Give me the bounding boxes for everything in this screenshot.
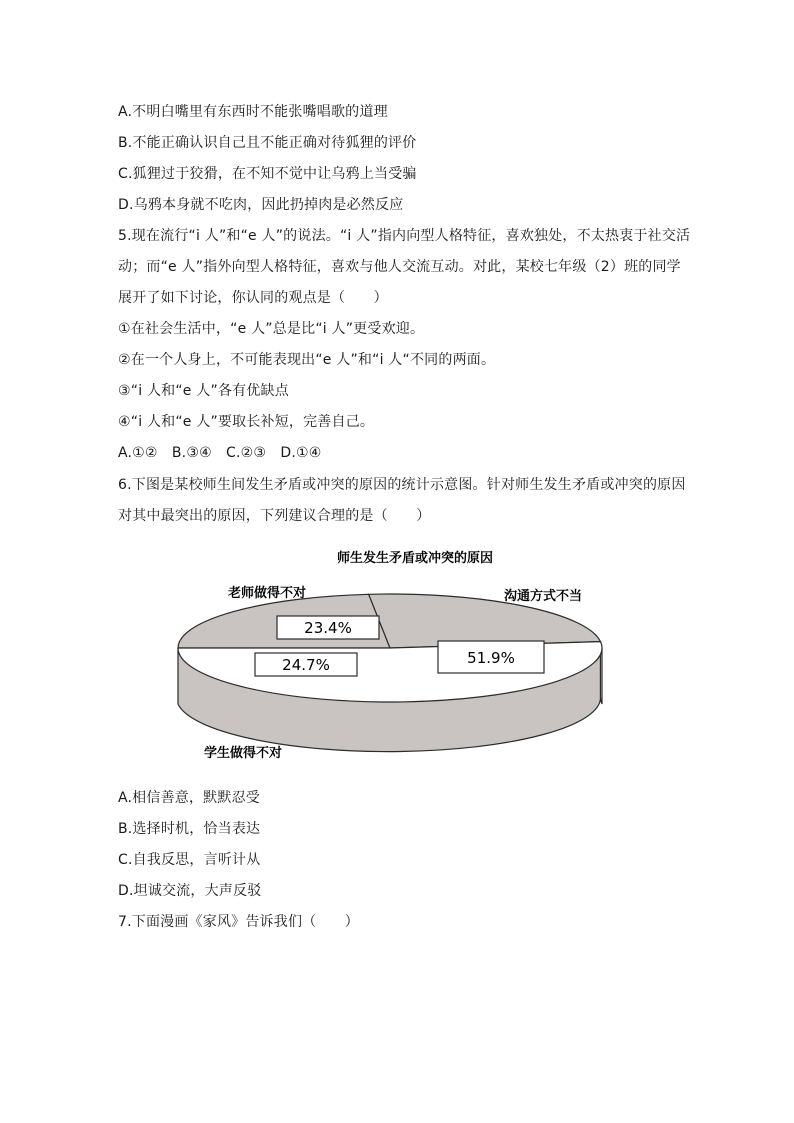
- question-6-stem-line-2: 对其中最突出的原因，下列建议合理的是（ ）: [118, 508, 431, 524]
- question-5-options: A.①② B.③④ C.②③ D.①④: [118, 445, 322, 461]
- question-6-option-d: D.坦诚交流，大声反驳: [118, 883, 262, 899]
- question-4-option-a: A.不明白嘴里有东西时不能张嘴唱歌的道理: [118, 104, 388, 120]
- question-7-stem: 7.下面漫画《家风》告诉我们（ ）: [118, 914, 359, 930]
- question-5-statement-1: ①在社会生活中，“e 人”总是比“i 人”更受欢迎。: [118, 321, 425, 337]
- question-5-stem-line-2: 动；而“e 人”指外向型人格特征，喜欢与他人交流互动。对此，某校七年级（2）班的同学: [118, 259, 681, 275]
- question-6-option-c: C.自我反思，言听计从: [118, 852, 261, 868]
- category-label-student: 学生做得不对: [203, 746, 283, 761]
- question-6-option-a: A.相信善意，默默忍受: [118, 790, 260, 806]
- category-label-teacher: 老师做得不对: [227, 586, 307, 601]
- chart-title: 师生发生矛盾或冲突的原因: [336, 551, 494, 566]
- value-label-student: 24.7%: [282, 656, 330, 674]
- category-label-communication: 沟通方式不当: [503, 589, 583, 604]
- question-6-stem-line-1: 6.下图是某校师生间发生矛盾或冲突的原因的统计示意图。针对师生发生矛盾或冲突的原因: [118, 477, 686, 493]
- question-5-stem-line-1: 5.现在流行“i 人”和“e 人”的说法。“i 人”指内向型人格特征，喜欢独处，不太热衷于社交活: [118, 228, 691, 244]
- question-4-option-d: D.乌鸦本身就不吃肉，因此扔掉肉是必然反应: [118, 197, 404, 213]
- question-5-statement-3: ③“i 人和“e 人”各有优缺点: [118, 383, 289, 399]
- question-6-option-b: B.选择时机，恰当表达: [118, 821, 261, 837]
- pie-chart: [170, 540, 630, 770]
- value-label-communication: 51.9%: [467, 649, 515, 667]
- question-5-statement-2: ②在一个人身上，不可能表现出“e 人”和“i 人“不同的两面。: [118, 352, 496, 368]
- question-4-option-c: C.狐狸过于狡猾，在不知不觉中让乌鸦上当受骗: [118, 166, 417, 182]
- question-5-statement-4: ④“i 人和“e 人”要取长补短，完善自己。: [118, 414, 375, 430]
- question-4-option-b: B.不能正确认识自己且不能正确对待狐狸的评价: [118, 135, 417, 151]
- question-5-stem-line-3: 展开了如下讨论，你认同的观点是（ ）: [118, 290, 388, 306]
- value-label-teacher: 23.4%: [304, 619, 352, 637]
